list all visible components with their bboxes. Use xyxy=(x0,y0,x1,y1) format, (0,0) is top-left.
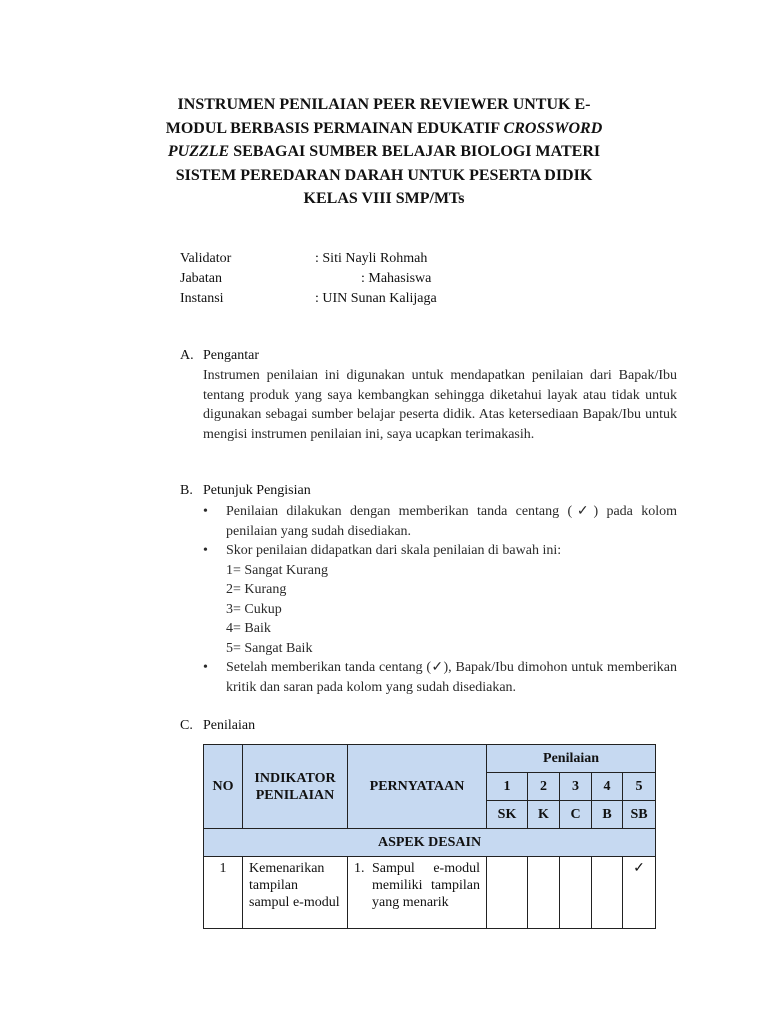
instruction-list xyxy=(203,502,677,697)
section-a-heading xyxy=(180,346,259,366)
section-row xyxy=(204,829,656,857)
identity-value: : Siti Nayli Rohmah xyxy=(315,251,428,266)
bullet-glyph: • xyxy=(203,543,208,558)
instruction-text: Skor penilaian didapatkan dari skala penilaian di bawah ini: xyxy=(226,543,562,558)
score-code: K xyxy=(528,801,560,829)
score-header: 3 xyxy=(560,773,592,801)
scale-item: 3= Cukup xyxy=(226,601,282,617)
section-letter: C. xyxy=(180,718,193,733)
identity-label: Validator xyxy=(180,251,232,266)
scale-item: 2= Kurang xyxy=(226,582,287,597)
section-a-body: Instrumen penilaian ini digunakan untuk mendapatkan penilaian dari Bapak/Ibu tentang produk yang saya kembangkan sehingga diketahui layak atau tidak untuk digunakan sebagai sumber belajar peserta didik. Atas ketersediaan Bapak/Ibu untuk mengisi instrumen penilaian ini, saya ucapkan terimakasih. xyxy=(203,368,677,442)
instruction-item xyxy=(203,658,677,697)
scale-item: 1= Sangat Kurang xyxy=(226,562,328,578)
instruction-text: Penilaian dilakukan dengan memberikan tanda centang (✓) pada kolom penilaian yang sudah disediakan. xyxy=(226,504,677,539)
score-cell-1[interactable] xyxy=(487,857,528,929)
score-code: B xyxy=(592,801,623,829)
section-row-label: ASPEK DESAIN xyxy=(204,829,656,857)
header-penilaian: Penilaian xyxy=(487,745,656,773)
scale-item: 5= Sangat Baik xyxy=(226,640,313,656)
score-code: SB xyxy=(623,801,656,829)
title-line-3-text: SEBAGAI SUMBER BELAJAR BIOLOGI MATERI xyxy=(229,143,601,160)
score-header: 1 xyxy=(487,773,528,801)
score-cell-5[interactable] xyxy=(623,857,656,929)
check-mark-icon: ✓ xyxy=(633,861,645,876)
bullet-glyph: • xyxy=(203,660,208,675)
title-line-3-italic: PUZZLE xyxy=(167,143,230,160)
score-header: 5 xyxy=(623,773,656,801)
document-title xyxy=(150,93,618,211)
identity-value: : Mahasiswa xyxy=(361,271,432,286)
instruction-item xyxy=(203,541,677,561)
title-line-2-italic: CROSSWORD xyxy=(503,119,603,137)
header-indikator: INDIKATOR PENILAIAN xyxy=(243,745,348,829)
title-line-5: KELAS VIII SMP/MTs xyxy=(303,190,465,207)
table-header-row xyxy=(204,745,656,773)
title-line-2 xyxy=(150,117,618,141)
bullet-glyph: • xyxy=(203,504,208,519)
section-title: Pengantar xyxy=(203,348,259,363)
row-indikator-cell xyxy=(243,857,348,929)
score-header: 4 xyxy=(592,773,623,801)
section-letter: A. xyxy=(180,348,194,363)
section-title: Penilaian xyxy=(203,718,256,733)
score-code: C xyxy=(560,801,592,829)
identity-label: Instansi xyxy=(180,291,224,306)
header-no: NO xyxy=(204,745,243,829)
row-indikator: Kemenarikan tampilan sampul e-modul xyxy=(249,861,340,910)
identity-value: : UIN Sunan Kalijaga xyxy=(315,291,437,306)
section-b-heading xyxy=(180,481,311,501)
score-cell-2[interactable] xyxy=(528,857,560,929)
section-c-heading xyxy=(180,716,255,736)
header-pernyataan: PERNYATAAN xyxy=(348,745,487,829)
title-line-3 xyxy=(150,140,618,164)
section-letter: B. xyxy=(180,483,193,498)
row-number: 1 xyxy=(204,857,243,929)
score-code: SK xyxy=(487,801,528,829)
statement-number: 1. xyxy=(354,861,365,876)
title-line-4: SISTEM PEREDARAN DARAH UNTUK PESERTA DIDIK xyxy=(175,166,593,184)
instruction-item xyxy=(203,502,677,541)
instruction-text: Setelah memberikan tanda centang (✓), Bapak/Ibu dimohon untuk memberikan kritik dan saran pada kolom yang sudah disediakan. xyxy=(226,660,677,695)
identity-label: Jabatan xyxy=(180,271,222,286)
assessment-table xyxy=(203,744,656,929)
title-line-2-text: MODUL BERBASIS PERMAINAN EDUKATIF xyxy=(165,119,504,137)
scale-item: 4= Baik xyxy=(226,621,271,636)
row-pernyataan-wrap xyxy=(354,860,480,911)
score-header: 2 xyxy=(528,773,560,801)
table-row xyxy=(204,857,656,929)
score-cell-3[interactable] xyxy=(560,857,592,929)
statement-text: Sampul e-modul memiliki tampilan yang menarik xyxy=(372,861,480,910)
section-title: Petunjuk Pengisian xyxy=(203,483,311,498)
score-cell-4[interactable] xyxy=(592,857,623,929)
row-pernyataan-cell xyxy=(348,857,487,929)
title-line-1: INSTRUMEN PENILAIAN PEER REVIEWER UNTUK E- xyxy=(177,96,591,113)
